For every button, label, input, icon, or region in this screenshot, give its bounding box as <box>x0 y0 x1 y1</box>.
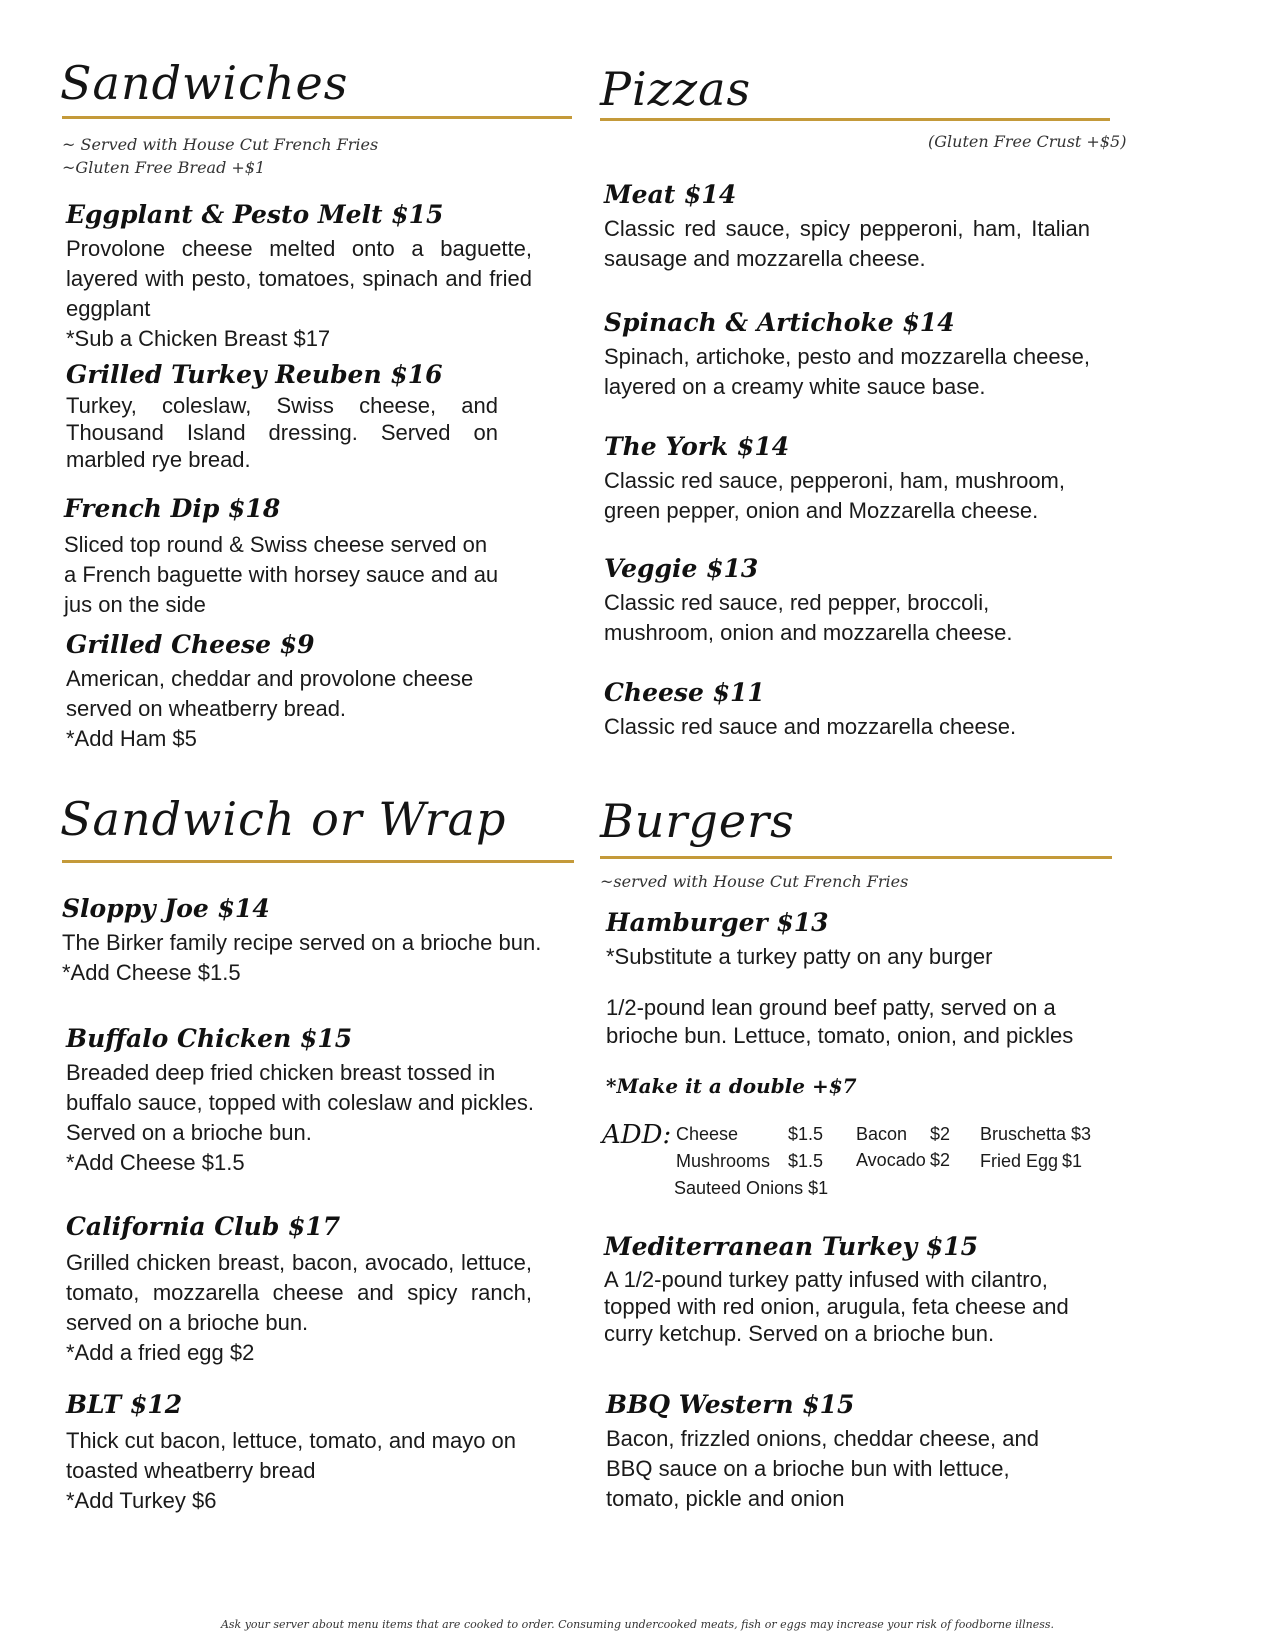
menu-item-title: BLT $12 <box>66 1390 183 1419</box>
wraps-divider <box>62 860 574 863</box>
addon-fried-egg: Fried Egg <box>980 1151 1059 1171</box>
sandwiches-divider <box>62 116 572 119</box>
menu-item-title: California Club $17 <box>66 1212 341 1241</box>
menu-item-title: Sloppy Joe $14 <box>62 894 270 923</box>
food-safety-disclaimer: Ask your server about menu items that are cooked to order. Consuming undercooked meats, fish or eggs may increase your risk of foodborne illness. <box>220 1618 1055 1631</box>
burger-substitute-note: *Substitute a turkey patty on any burger <box>606 944 993 969</box>
menu-item-description <box>62 928 542 988</box>
description-text: American, cheddar and provolone cheese served on wheatberry bread. <box>66 666 474 721</box>
menu-item-title: BBQ Western $15 <box>606 1390 855 1419</box>
menu-item-title: Hamburger $13 <box>606 908 829 937</box>
addon-note: *Add a fried egg $2 <box>66 1340 255 1365</box>
description-text: Provolone cheese melted onto a baguette, layered with pesto, tomatoes, spinach and fried eggplant <box>66 236 532 321</box>
menu-item-description: Classic red sauce, spicy pepperoni, ham, Italian sausage and mozzarella cheese. <box>604 216 1090 271</box>
menu-item-title: The York $14 <box>604 432 790 461</box>
addon-note: *Sub a Chicken Breast $17 <box>66 326 331 351</box>
menu-item-description: Bacon, frizzled onions, cheddar cheese, and BBQ sauce on a brioche bun with lettuce, tomato, pickle and onion <box>606 1426 1039 1511</box>
addon-avocado-price: $2 <box>930 1150 951 1170</box>
description-text: Thick cut bacon, lettuce, tomato, and mayo on toasted wheatberry bread <box>66 1428 517 1483</box>
burgers-heading: Burgers <box>600 794 795 848</box>
wraps-heading: Sandwich or Wrap <box>60 792 507 846</box>
description-text: Grilled chicken breast, bacon, avocado, lettuce, tomato, mozzarella cheese and spicy ranch, served on a brioche bun. <box>66 1250 532 1335</box>
menu-item-title: Cheese $11 <box>604 678 765 707</box>
menu-item-description: Classic red sauce and mozzarella cheese. <box>604 714 1017 739</box>
menu-item-title: Mediterranean Turkey $15 <box>604 1232 979 1261</box>
menu-item-description: 1/2-pound lean ground beef patty, served on a brioche bun. Lettuce, tomato, onion, and pickles <box>606 995 1074 1048</box>
menu-item-description <box>66 1058 536 1178</box>
menu-item-description <box>66 1426 546 1516</box>
sandwiches-heading: Sandwiches <box>60 56 349 110</box>
pizzas-divider <box>600 118 1110 121</box>
menu-item-title: Grilled Cheese $9 <box>66 630 315 659</box>
addon-note: *Add Cheese $1.5 <box>62 960 241 985</box>
menu-item-description: Classic red sauce, pepperoni, ham, mushroom, green pepper, onion and Mozzarella cheese. <box>604 468 1065 523</box>
addon-note: *Add Turkey $6 <box>66 1488 217 1513</box>
menu-item-title: Meat $14 <box>604 180 737 209</box>
menu-item-title: Veggie $13 <box>604 554 759 583</box>
burgers-divider <box>600 856 1112 859</box>
menu-item-title: Spinach & Artichoke $14 <box>604 308 955 337</box>
pizzas-heading: Pizzas <box>600 62 752 116</box>
menu-item-description: Spinach, artichoke, pesto and mozzarella cheese, layered on a creamy white sauce base. <box>604 344 1090 399</box>
addon-sauteed-onions: Sauteed Onions $1 <box>674 1178 829 1198</box>
addon-avocado: Avocado <box>856 1150 926 1170</box>
sandwiches-gluten-note: ~Gluten Free Bread +$1 <box>62 158 266 177</box>
double-burger-note: *Make it a double +$7 <box>606 1074 857 1098</box>
pizzas-gluten-note: (Gluten Free Crust +$5) <box>928 132 1127 151</box>
addon-fried-egg-price: $1 <box>1062 1151 1083 1171</box>
addon-note: *Add Ham $5 <box>66 726 197 751</box>
addon-mushrooms: Mushrooms <box>676 1151 771 1171</box>
menu-item-description <box>66 1248 532 1368</box>
addon-cheese: Cheese <box>676 1124 739 1144</box>
menu-item-description <box>66 664 536 754</box>
menu-item-description: Sliced top round & Swiss cheese served on a French baguette with horsey sauce and au jus on the side <box>64 532 499 617</box>
menu-item-title: Buffalo Chicken $15 <box>66 1024 353 1053</box>
menu-item-description <box>66 234 532 354</box>
description-text: Breaded deep fried chicken breast tossed in buffalo sauce, topped with coleslaw and pickles. Served on a brioche bun. <box>66 1060 534 1145</box>
addon-mushrooms-price: $1.5 <box>788 1151 824 1171</box>
description-text: The Birker family recipe served on a brioche bun. <box>62 930 542 955</box>
addon-bacon: Bacon <box>856 1124 908 1144</box>
menu-item-description: Turkey, coleslaw, Swiss cheese, and Thousand Island dressing. Served on marbled rye bread. <box>66 393 498 472</box>
addon-cheese-price: $1.5 <box>788 1124 824 1144</box>
sandwiches-fries-note: ~ Served with House Cut French Fries <box>62 135 379 154</box>
addon-bruschetta: Bruschetta $3 <box>980 1124 1092 1144</box>
menu-item-title: Grilled Turkey Reuben $16 <box>66 360 443 389</box>
menu-item-title: French Dip $18 <box>64 494 281 523</box>
menu-item-description: Classic red sauce, red pepper, broccoli, mushroom, onion and mozzarella cheese. <box>604 590 1013 645</box>
addon-bacon-price: $2 <box>930 1124 951 1144</box>
burgers-fries-note: ~served with House Cut French Fries <box>600 872 909 891</box>
menu-item-title: Eggplant & Pesto Melt $15 <box>66 200 444 229</box>
addon-note: *Add Cheese $1.5 <box>66 1150 245 1175</box>
add-ons-label: ADD: <box>602 1120 672 1150</box>
menu-item-description: A 1/2-pound turkey patty infused with cilantro, topped with red onion, arugula, feta cheese and curry ketchup. Served on a brioche bun. <box>604 1267 1069 1346</box>
